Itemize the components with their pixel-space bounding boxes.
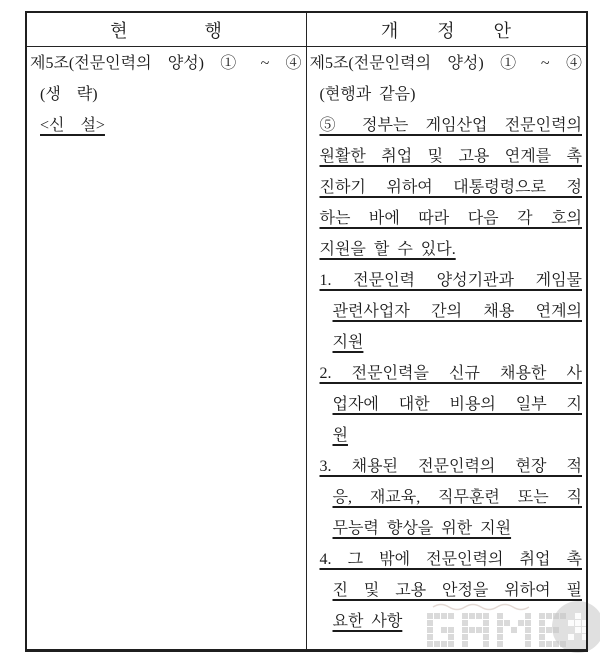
doc-line: 지원을 할 수 있다. (319, 241, 456, 258)
doc-line: 진하기 위하여 대통령령으로 정 (319, 179, 582, 196)
doc-line: (생 략) (40, 86, 98, 103)
doc-line: 원 (332, 427, 348, 444)
doc-line: 4. 그 밖에 전문인력의 취업 촉 (319, 551, 582, 568)
header-cell-amendment: 개 정 안 (380, 20, 513, 41)
doc-line: 3. 채용된 전문인력의 현장 적 (319, 458, 582, 475)
doc-line: 무능력 향상을 위한 지원 (332, 520, 512, 537)
table-header-row (27, 13, 586, 47)
doc-line: <신 설> (40, 117, 105, 134)
amendment-column (307, 47, 587, 649)
current-column (27, 47, 307, 649)
doc-line: 응, 재교육, 직무훈련 또는 직 (332, 489, 582, 506)
doc-line: (현행과 같음) (319, 86, 416, 103)
header-cell-current: 현 행 (27, 13, 307, 46)
doc-line: 요한 사항 (332, 613, 403, 630)
doc-line: 하는 바에 따라 다음 각 호의 (319, 210, 582, 227)
comparison-table (25, 11, 588, 652)
doc-line: ⑤ 정부는 게임산업 전문인력의 (319, 117, 582, 134)
doc-line: 업자에 대한 비용의 일부 지 (332, 396, 582, 413)
doc-line: 원활한 취업 및 고용 연계를 촉 (319, 148, 582, 165)
doc-line: 제5조(전문인력의 양성) ① ~ ④ (30, 55, 302, 72)
doc-line: 관련사업자 간의 채용 연계의 (332, 303, 582, 320)
doc-line: 1. 전문인력 양성기관과 게임물 (319, 272, 582, 289)
doc-line: 제5조(전문인력의 양성) ① ~ ④ (309, 55, 582, 72)
doc-line: 진 및 고용 안정을 위하여 필 (332, 582, 582, 599)
doc-line: 지원 (332, 334, 364, 351)
table-body-row (27, 47, 586, 649)
doc-line: 2. 전문인력을 신규 채용한 사 (319, 365, 582, 382)
